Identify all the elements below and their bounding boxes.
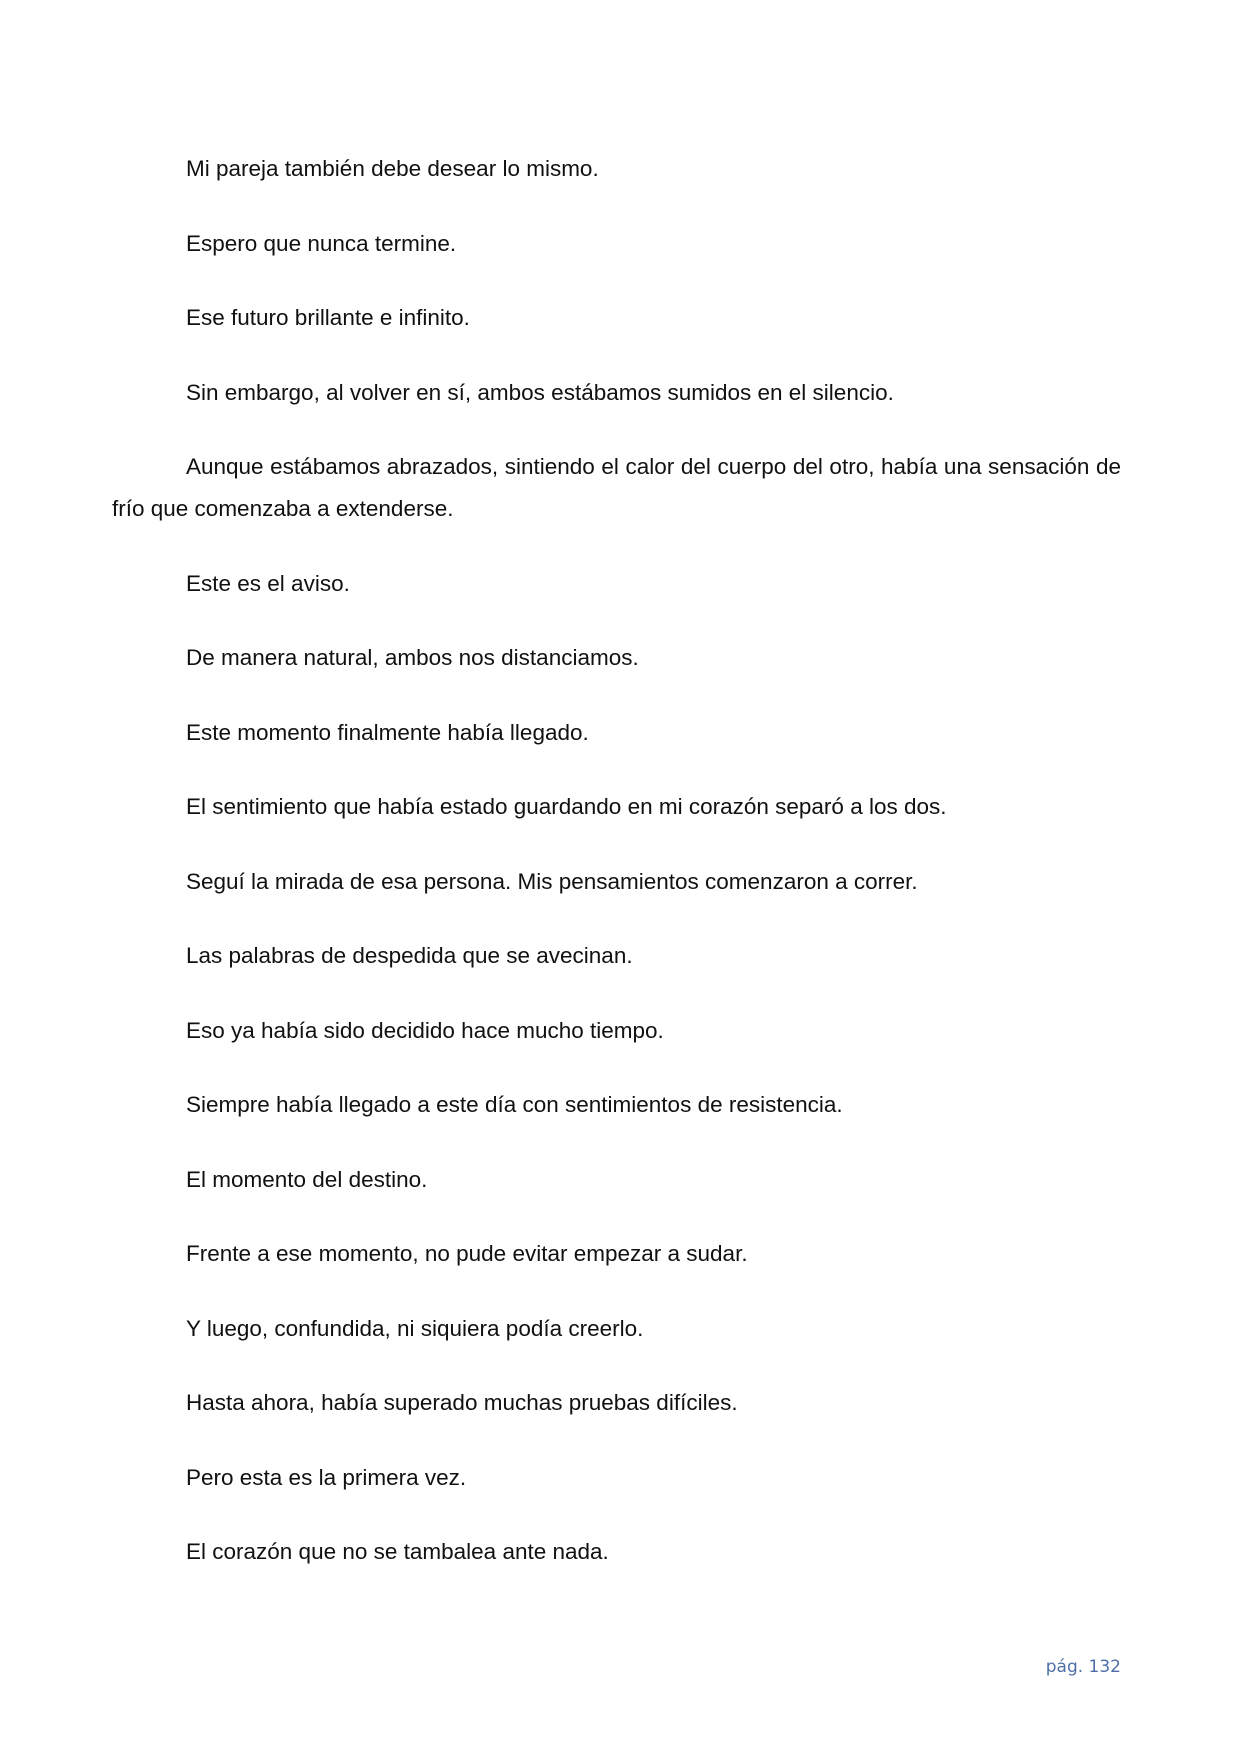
paragraph: Eso ya había sido decidido hace mucho tiempo.	[186, 1017, 664, 1043]
page-number: pág. 132	[1045, 1657, 1121, 1677]
paragraph: Frente a ese momento, no pude evitar empezar a sudar.	[186, 1241, 748, 1266]
paragraph: Ese futuro brillante e infinito.	[186, 305, 470, 330]
paragraph: Sin embargo, al volver en sí, ambos estábamos sumidos en el silencio.	[186, 379, 894, 405]
paragraph: De manera natural, ambos nos distanciamos.	[186, 645, 639, 670]
paragraph: Este es el aviso.	[186, 570, 350, 596]
paragraph: Seguí la mirada de esa persona. Mis pensamientos comenzaron a correr.	[186, 868, 918, 894]
paragraph: Las palabras de despedida que se avecinan.	[186, 943, 633, 968]
paragraph: El corazón que no se tambalea ante nada.	[186, 1539, 609, 1564]
paragraph: Pero esta es la primera vez.	[186, 1464, 467, 1490]
paragraph: El sentimiento que había estado guardando en mi corazón separó a los dos.	[186, 794, 947, 819]
paragraph: Siempre había llegado a este día con sentimientos de resistencia.	[186, 1092, 843, 1117]
paragraph: Mi pareja también debe desear lo mismo.	[186, 156, 599, 181]
paragraph: Este momento finalmente había llegado.	[186, 719, 589, 745]
page-body	[112, 148, 1121, 1606]
paragraph: Hasta ahora, había superado muchas pruebas difíciles.	[186, 1390, 738, 1415]
paragraph: Aunque estábamos abrazados, sintiendo el calor del cuerpo del otro, había una sensación de frío que comenzaba a extenderse.	[112, 454, 1121, 521]
paragraph: Y luego, confundida, ni siquiera podía creerlo.	[186, 1315, 644, 1341]
paragraph: El momento del destino.	[186, 1166, 428, 1192]
paragraph: Espero que nunca termine.	[186, 230, 457, 256]
